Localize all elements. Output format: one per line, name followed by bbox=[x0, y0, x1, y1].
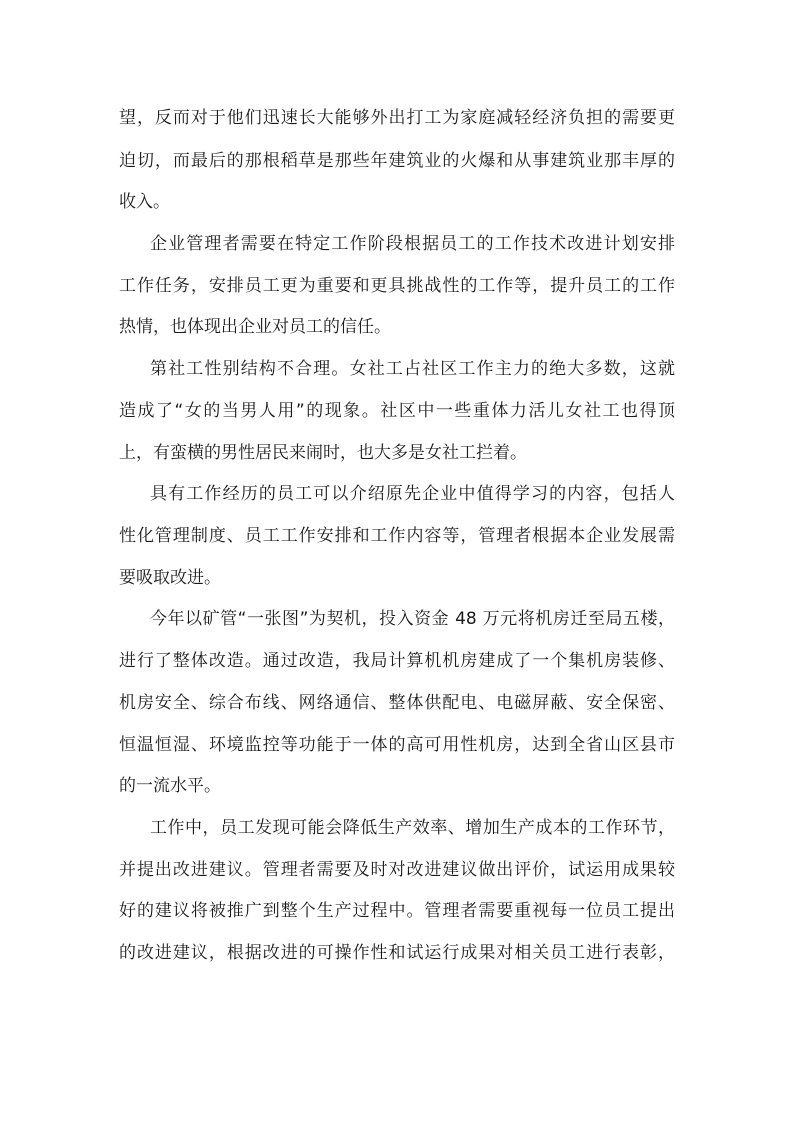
text-line: 机房安全、综合布线、网络通信、整体供配电、电磁屏蔽、安全保密、 bbox=[119, 693, 675, 713]
paragraph-first-line: 具有工作经历的员工可以介绍原先企业中值得学习的内容，包括人 bbox=[150, 484, 675, 504]
text-line: 工作任务，安排员工更为重要和更具挑战性的工作等，提升员工的工作 bbox=[119, 276, 675, 296]
text-line: 好的建议将被推广到整个生产过程中。管理者需要重视每一位员工提出 bbox=[119, 901, 675, 921]
paragraph-first-line: 今年以矿管“一张图”为契机，投入资金 48 万元将机房迁至局五楼， bbox=[150, 609, 675, 629]
text-line: 的改进建议，根据改进的可操作性和试运行成果对相关员工进行表彰， bbox=[119, 943, 675, 963]
text-line: 迫切，而最后的那根稻草是那些年建筑业的火爆和从事建筑业那丰厚的 bbox=[119, 151, 675, 171]
text-line: 上，有蛮横的男性居民来闹时，也大多是女社工拦着。 bbox=[119, 443, 527, 463]
text-line: 造成了“女的当男人用”的现象。社区中一些重体力活儿女社工也得顶 bbox=[119, 401, 675, 421]
paragraph-first-line: 企业管理者需要在特定工作阶段根据员工的工作技术改进计划安排 bbox=[150, 234, 675, 254]
text-line: 要吸取改进。 bbox=[119, 568, 221, 588]
text-line: 性化管理制度、员工工作安排和工作内容等，管理者根据本企业发展需 bbox=[119, 526, 675, 546]
text-line: 恒温恒湿、环境监控等功能于一体的高可用性机房，达到全省山区县市 bbox=[119, 735, 675, 755]
text-line: 的一流水平。 bbox=[119, 776, 221, 796]
paragraph-first-line: 第社工性别结构不合理。女社工占社区工作主力的绝大多数，这就 bbox=[150, 359, 675, 379]
text-line: 热情，也体现出企业对员工的信任。 bbox=[119, 317, 391, 337]
paragraph-first-line: 工作中，员工发现可能会降低生产效率、增加生产成本的工作环节， bbox=[150, 818, 675, 838]
text-line: 并提出改进建议。管理者需要及时对改进建议做出评价，试运用成果较 bbox=[119, 860, 675, 880]
text-line: 进行了整体改造。通过改造，我局计算机机房建成了一个集机房装修、 bbox=[119, 651, 675, 671]
text-line: 望，反而对于他们迅速长大能够外出打工为家庭减轻经济负担的需要更 bbox=[119, 108, 675, 128]
text-line: 收入。 bbox=[119, 192, 170, 212]
